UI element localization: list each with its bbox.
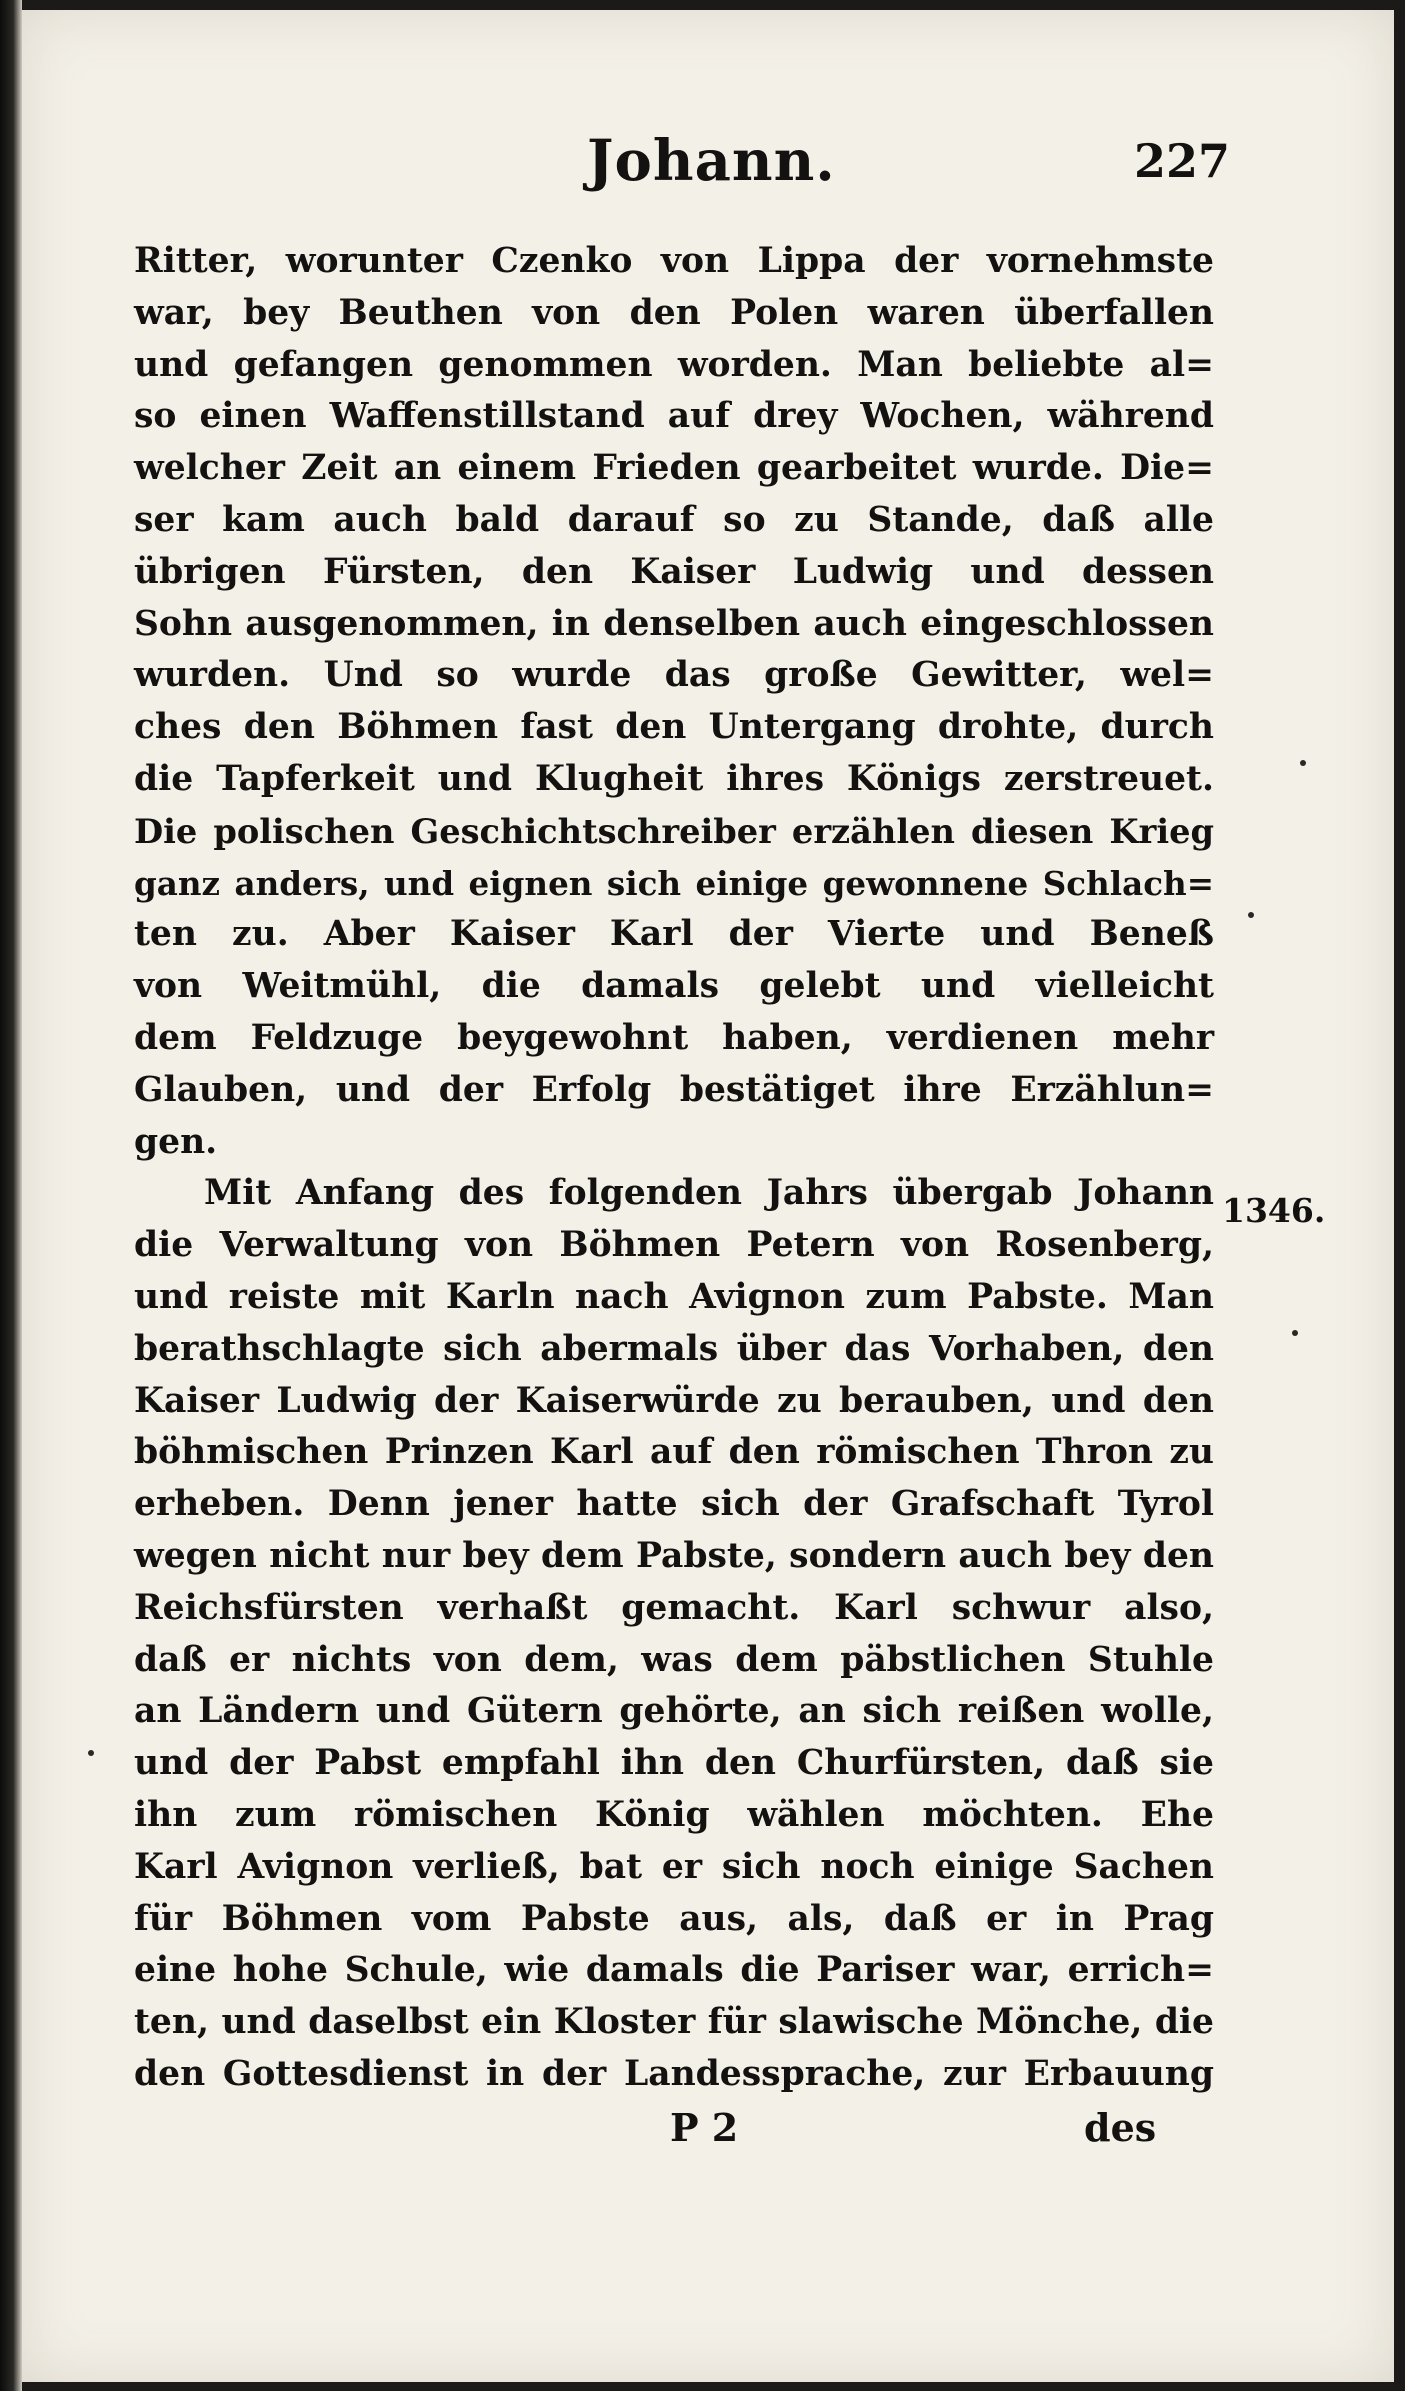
text-line: ihn zum römischen König wählen möchten. Ehe: [134, 1794, 1214, 1835]
text-line: wegen nicht nur bey dem Pabste, sondern auch bey den: [134, 1535, 1214, 1576]
text-line: ches den Böhmen fast den Untergang drohte, durch: [134, 707, 1214, 748]
page-header: [22, 128, 1394, 208]
text-line: Kaiser Ludwig der Kaiserwürde zu berauben, und den: [134, 1380, 1214, 1421]
text-line: übrigen Fürsten, den Kaiser Ludwig und dessen: [134, 551, 1214, 592]
text-line: und reiste mit Karln nach Avignon zum Pabste. Man: [134, 1276, 1214, 1317]
book-page: [22, 10, 1394, 2382]
print-speck: [88, 1750, 94, 1756]
text-line: Karl Avignon verließ, bat er sich noch einige Sachen: [134, 1846, 1214, 1887]
text-line: war, bey Beuthen von den Polen waren überfallen: [134, 292, 1214, 333]
running-title: Johann.: [587, 128, 836, 194]
print-speck: [1300, 760, 1306, 766]
text-line: Sohn ausgenommen, in denselben auch eingeschlossen: [134, 603, 1214, 644]
text-line: an Ländern und Gütern gehörte, an sich reißen wolle,: [134, 1691, 1214, 1732]
text-line: Reichsfürsten verhaßt gemacht. Karl schwur also,: [134, 1587, 1214, 1628]
text-line: Glauben, und der Erfolg bestätiget ihre Erzählun=: [134, 1069, 1214, 1110]
text-line: ten, und daselbst ein Kloster für slawische Mönche, die: [134, 2002, 1214, 2043]
text-line: und der Pabst empfahl ihn den Churfürsten, daß sie: [134, 1743, 1214, 1784]
print-speck: [1248, 912, 1254, 918]
text-line: die Verwaltung von Böhmen Petern von Rosenberg,: [134, 1225, 1214, 1266]
page-number: 227: [1134, 134, 1231, 188]
print-speck: [1292, 1330, 1298, 1336]
text-line: eine hohe Schule, wie damals die Pariser war, errich=: [134, 1950, 1214, 1991]
body-text: [134, 236, 1214, 2101]
text-line: ten zu. Aber Kaiser Karl der Vierte und Beneß: [134, 914, 1214, 955]
text-line: den Gottesdienst in der Landessprache, zur Erbauung: [134, 2053, 1214, 2094]
text-line: wurden. Und so wurde das große Gewitter, wel=: [134, 655, 1214, 696]
text-line: böhmischen Prinzen Karl auf den römischen Thron zu: [134, 1432, 1214, 1473]
text-line: ganz anders, und eignen sich einige gewonnene Schlach=: [134, 863, 1214, 903]
text-line: ser kam auch bald darauf so zu Stande, daß alle: [134, 499, 1214, 540]
text-line: gen.: [134, 1121, 218, 1162]
text-line: Ritter, worunter Czenko von Lippa der vornehmste: [134, 241, 1214, 281]
text-line: daß er nichts von dem, was dem päbstlichen Stuhle: [134, 1639, 1214, 1680]
text-line: welcher Zeit an einem Frieden gearbeitet wurde. Die=: [134, 448, 1214, 489]
page-binding-edge: [0, 0, 22, 2391]
paragraph-start-line: Mit Anfang des folgenden Jahrs übergab Johann: [204, 1173, 1214, 1214]
catchword: des: [1084, 2105, 1157, 2150]
text-line: die Tapferkeit und Klugheit ihres Königs zerstreuet.: [134, 758, 1214, 799]
text-line: erheben. Denn jener hatte sich der Grafschaft Tyrol: [134, 1484, 1214, 1525]
text-line: Die polischen Geschichtschreiber erzählen diesen Krieg: [134, 810, 1214, 851]
text-line: so einen Waffenstillstand auf drey Wochen, während: [134, 396, 1214, 437]
text-line: berathschlagte sich abermals über das Vorhaben, den: [134, 1328, 1214, 1369]
text-line: und gefangen genommen worden. Man beliebte al=: [134, 344, 1214, 385]
page-footer: [22, 2105, 1394, 2165]
printer-signature-mark: P 2: [670, 2105, 739, 2150]
text-line: dem Feldzuge beygewohnt haben, verdienen mehr: [134, 1017, 1214, 1058]
text-line: für Böhmen vom Pabste aus, als, daß er in Prag: [134, 1898, 1214, 1939]
text-line: von Weitmühl, die damals gelebt und vielleicht: [134, 966, 1214, 1007]
margin-year-note: 1346.: [1222, 1191, 1326, 1230]
